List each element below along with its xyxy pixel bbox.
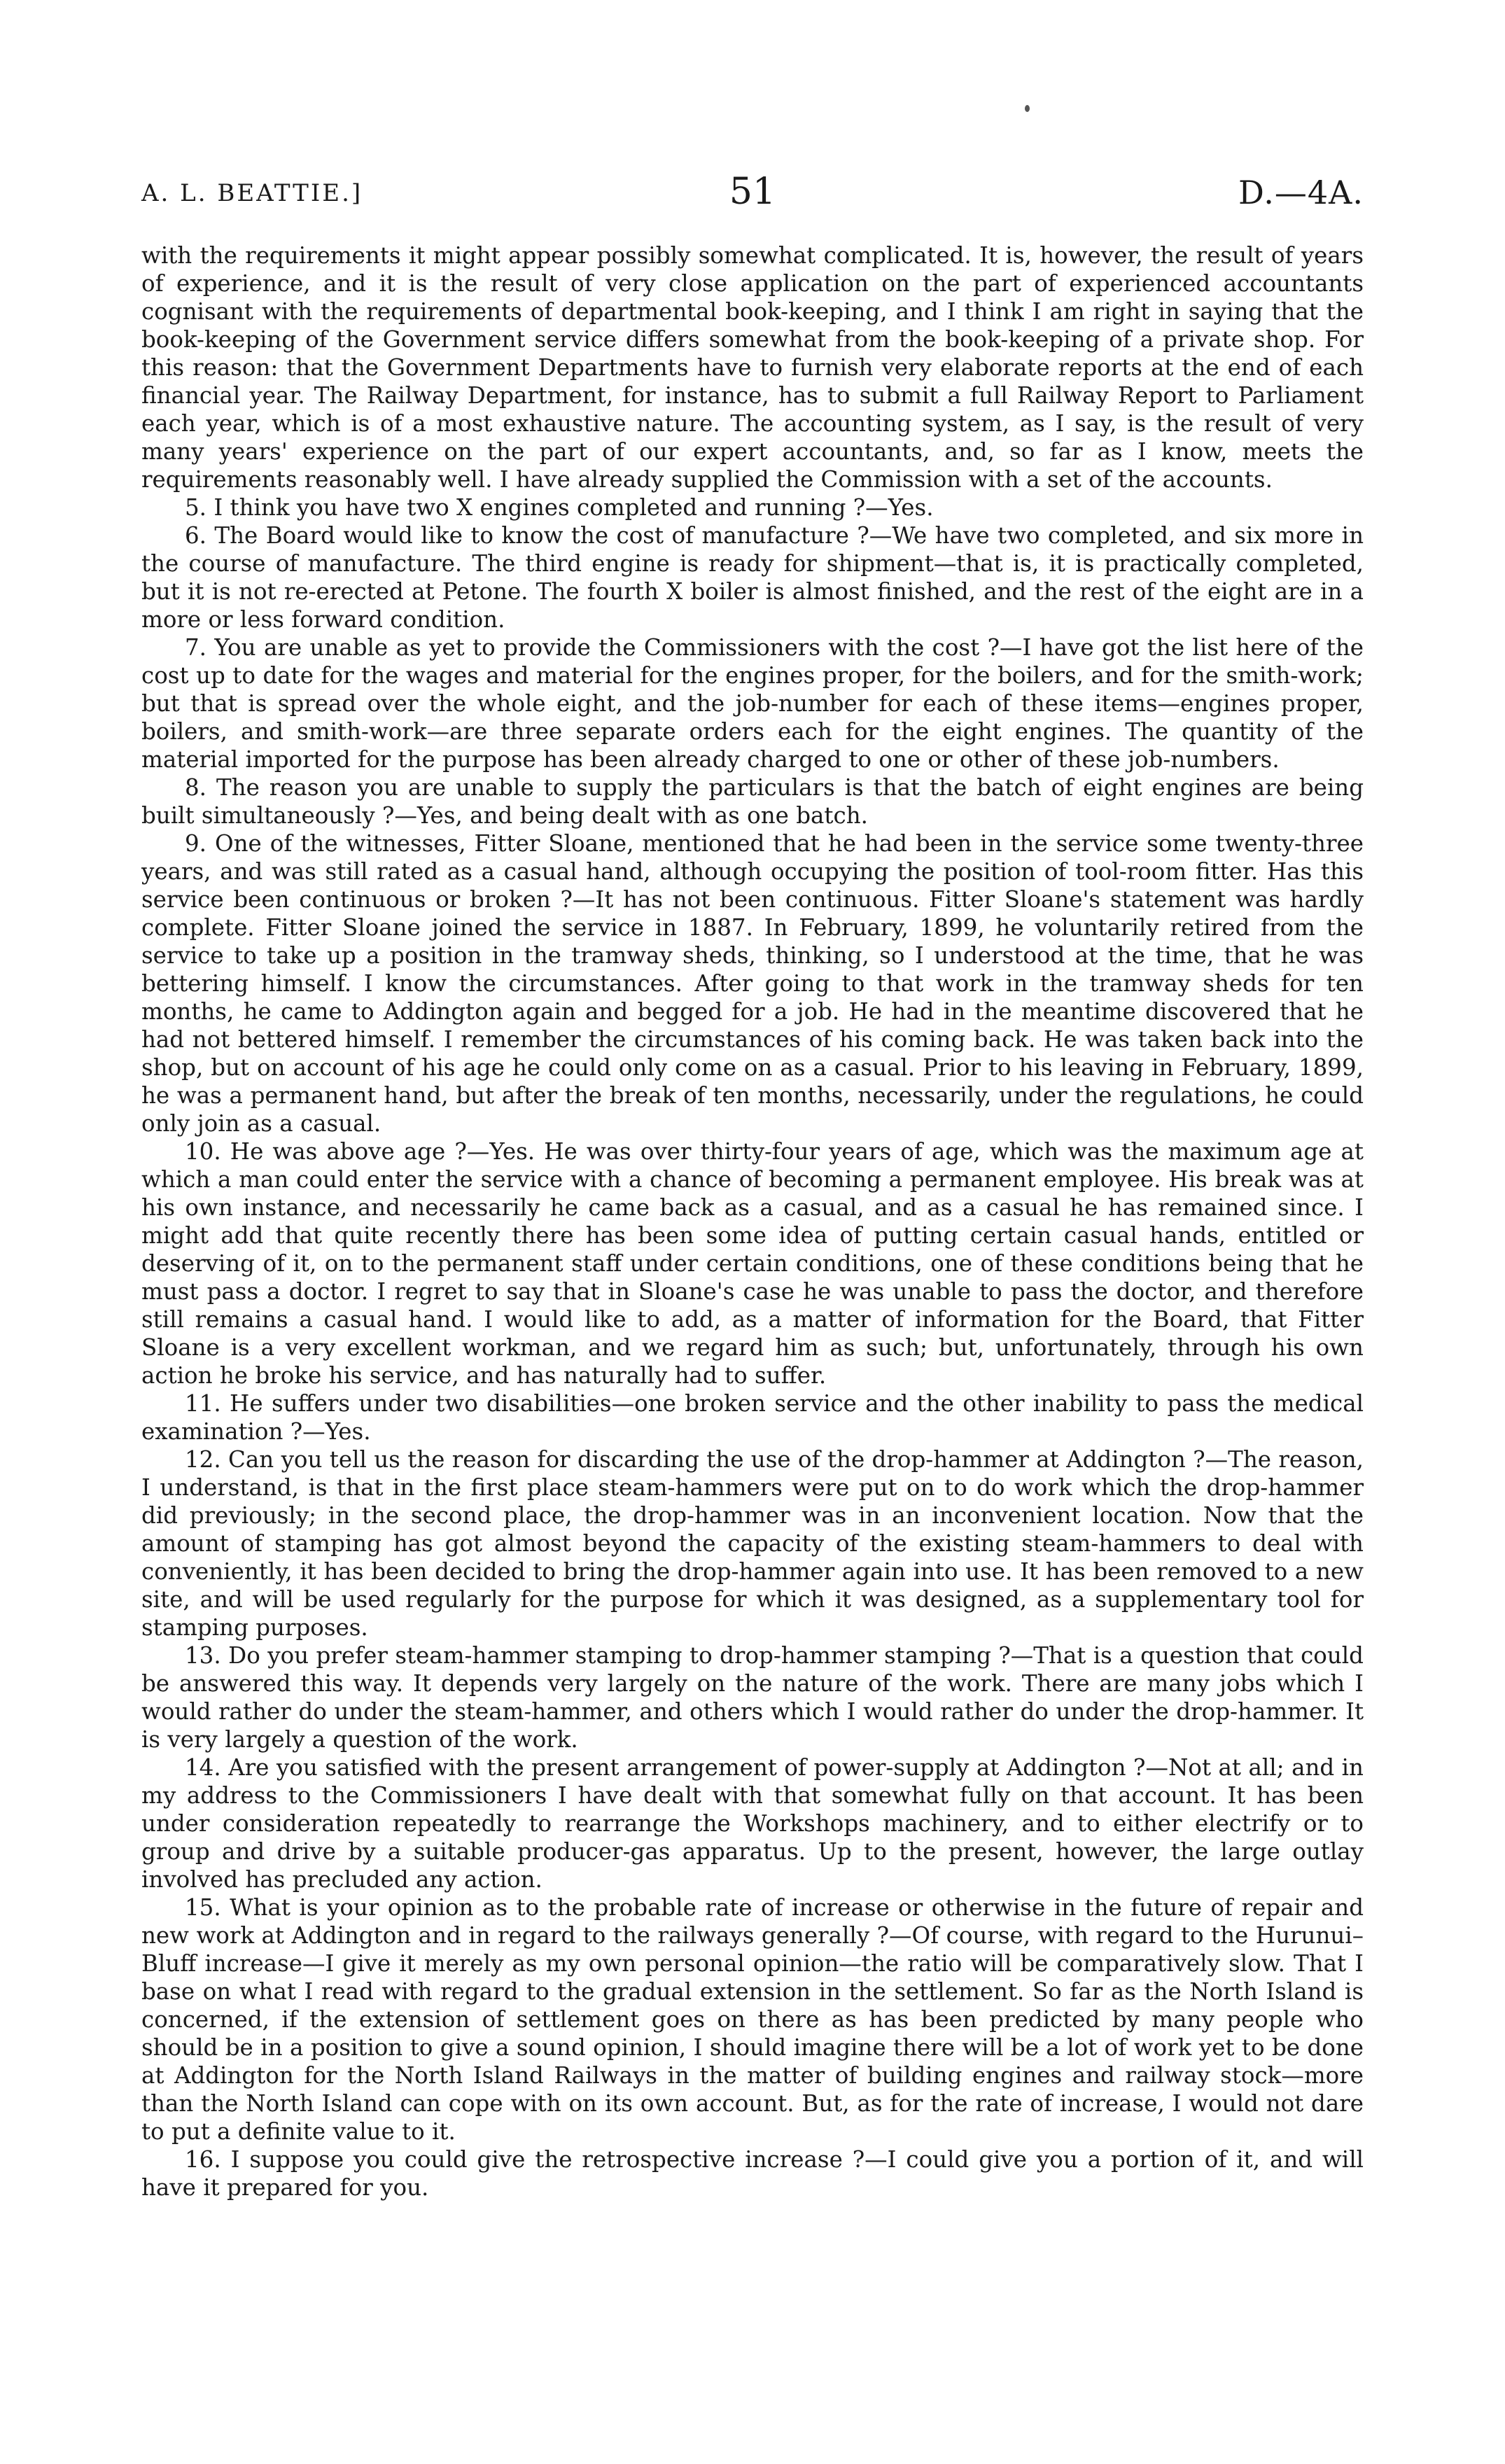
- paragraph-q14: 14. Are you satisfied with the present arrangement of power-supply at Addington ?—Not at all; and in my address to the Commissioners I have dealt with that somewhat fully on that account. It has been under consideration repeatedly to rearrange the Workshops machinery, and to either electrify or to group and drive by a suitable producer-gas apparatus. Up to the present, however, the large outlay involved has precluded any action.: [141, 1754, 1364, 1893]
- ink-dot: [1025, 105, 1030, 112]
- paragraph-q13: 13. Do you prefer steam-hammer stamping to drop-hammer stamping ?—That is a question that could be answered this way. It depends very largely on the nature of the work. There are many jobs which I would rather do under the steam-hammer, and others which I would rather do under the drop-hammer. It is very largely a question of the work.: [141, 1642, 1364, 1753]
- paragraph-q11: 11. He suffers under two disabilities—one broken service and the other inability to pass the medical examination ?—Yes.: [141, 1390, 1364, 1445]
- page-header: [141, 168, 1364, 224]
- header-witness-name: A. L. BEATTIE.]: [141, 179, 363, 207]
- paragraph-q9: 9. One of the witnesses, Fitter Sloane, mentioned that he had been in the service some twenty-three years, and was still rated as a casual hand, although occupying the position of tool-room fitter. Has this service been continuous or broken ?—It has not been continuous. Fitter Sloane's statement was hardly complete. Fitter Sloane joined the service in 1887. In February, 1899, he voluntarily retired from the service to take up a position in the tramway sheds, thinking, so I understood at the time, that he was bettering himself. I know the circumstances. After going to that work in the tramway sheds for ten months, he came to Addington again and begged for a job. He had in the meantime discovered that he had not bettered himself. I remember the circumstances of his coming back. He was taken back into the shop, but on account of his age he could only come on as a casual. Prior to his leaving in February, 1899, he was a permanent hand, but after the break of ten months, necessarily, under the regulations, he could only join as a casual.: [141, 830, 1364, 1137]
- paragraph-q15: 15. What is your opinion as to the probable rate of increase or otherwise in the future of repair and new work at Addington and in regard to the railways generally ?—Of course, with regard to the Hurunui–Bluff increase—I give it merely as my own personal opinion—the ratio will be comparatively slow. That I base on what I read with regard to the gradual extension in the settlement. So far as the North Island is concerned, if the extension of settlement goes on there as has been predicted by many people who should be in a position to give a sound opinion, I should imagine there will be a lot of work yet to be done at Addington for the North Island Railways in the matter of building engines and railway stock—more than the North Island can cope with on its own account. But, as for the rate of increase, I would not dare to put a definite value to it.: [141, 1894, 1364, 2145]
- paragraph-q5: 5. I think you have two X engines completed and running ?—Yes.: [185, 494, 934, 521]
- paragraph-q7: 7. You are unable as yet to provide the Commissioners with the cost ?—I have got the list here of the cost up to date for the wages and material for the engines proper, for the boilers, and for the smith-work; but that is spread over the whole eight, and the job-number for each of these items—engines proper, boilers, and smith-work—are three separate orders each for the eight engines. The quantity of the material imported for the purpose has been already charged to one or other of these job-numbers.: [141, 634, 1364, 773]
- paragraph-q10: 10. He was above age ?—Yes. He was over thirty-four years of age, which was the maximum age at which a man could enter the service with a chance of becoming a permanent employee. His break was at his own instance, and necessarily he came back as a casual, and as a casual he has remained since. I might add that quite recently there has been some idea of putting certain casual hands, entitled or deserving of it, on to the permanent staff under certain conditions, one of these conditions being that he must pass a doctor. I regret to say that in Sloane's case he was unable to pass the doctor, and therefore still remains a casual hand. I would like to add, as a matter of information for the Board, that Fitter Sloane is a very excellent workman, and we regard him as such; but, unfortunately, through his own action he broke his service, and has naturally had to suffer.: [141, 1138, 1364, 1389]
- paragraph-q12: 12. Can you tell us the reason for discarding the use of the drop-hammer at Addington ?—The reason, I understand, is that in the first place steam-hammers were put on to do work which the drop-hammer did previously; in the second place, the drop-hammer was in an inconvenient location. Now that the amount of stamping has got almost beyond the capacity of the existing steam-hammers to deal with conveniently, it has been decided to bring the drop-hammer again into use. It has been removed to a new site, and will be used regularly for the purpose for which it was designed, as a supplementary tool for stamping purposes.: [141, 1446, 1364, 1641]
- page-body: [141, 241, 1364, 2202]
- page-number: 51: [729, 171, 776, 213]
- document-reference: D.—4A.: [1238, 174, 1364, 211]
- paragraph-continuation: with the requirements it might appear possibly somewhat complicated. It is, however, the result of years of experience, and it is the result of very close application on the part of experienced accountants cognisant with the requirements of departmental book-keeping, and I think I am right in saying that the book-keeping of the Government service differs somewhat from the book-keeping of a private shop. For this reason: that the Government Departments have to furnish very elaborate reports at the end of each financial year. The Railway Department, for instance, has to submit a full Railway Report to Parliament each year, which is of a most exhaustive nature. The accounting system, as I say, is the result of very many years' experience on the part of our expert accountants, and, so far as I know, meets the requirements reasonably well. I have already supplied the Commission with a set of the accounts.: [141, 242, 1364, 493]
- paragraph-q8: 8. The reason you are unable to supply the particulars is that the batch of eight engines are being built simultaneously ?—Yes, and being dealt with as one batch.: [141, 774, 1364, 829]
- paragraph-q16: 16. I suppose you could give the retrospective increase ?—I could give you a portion of it, and will have it prepared for you.: [141, 2146, 1364, 2201]
- paragraph-q6: 6. The Board would like to know the cost of manufacture ?—We have two completed, and six more in the course of manufacture. The third engine is ready for shipment—that is, it is practically completed, but it is not re-erected at Petone. The fourth X boiler is almost finished, and the rest of the eight are in a more or less forward condition.: [141, 522, 1364, 633]
